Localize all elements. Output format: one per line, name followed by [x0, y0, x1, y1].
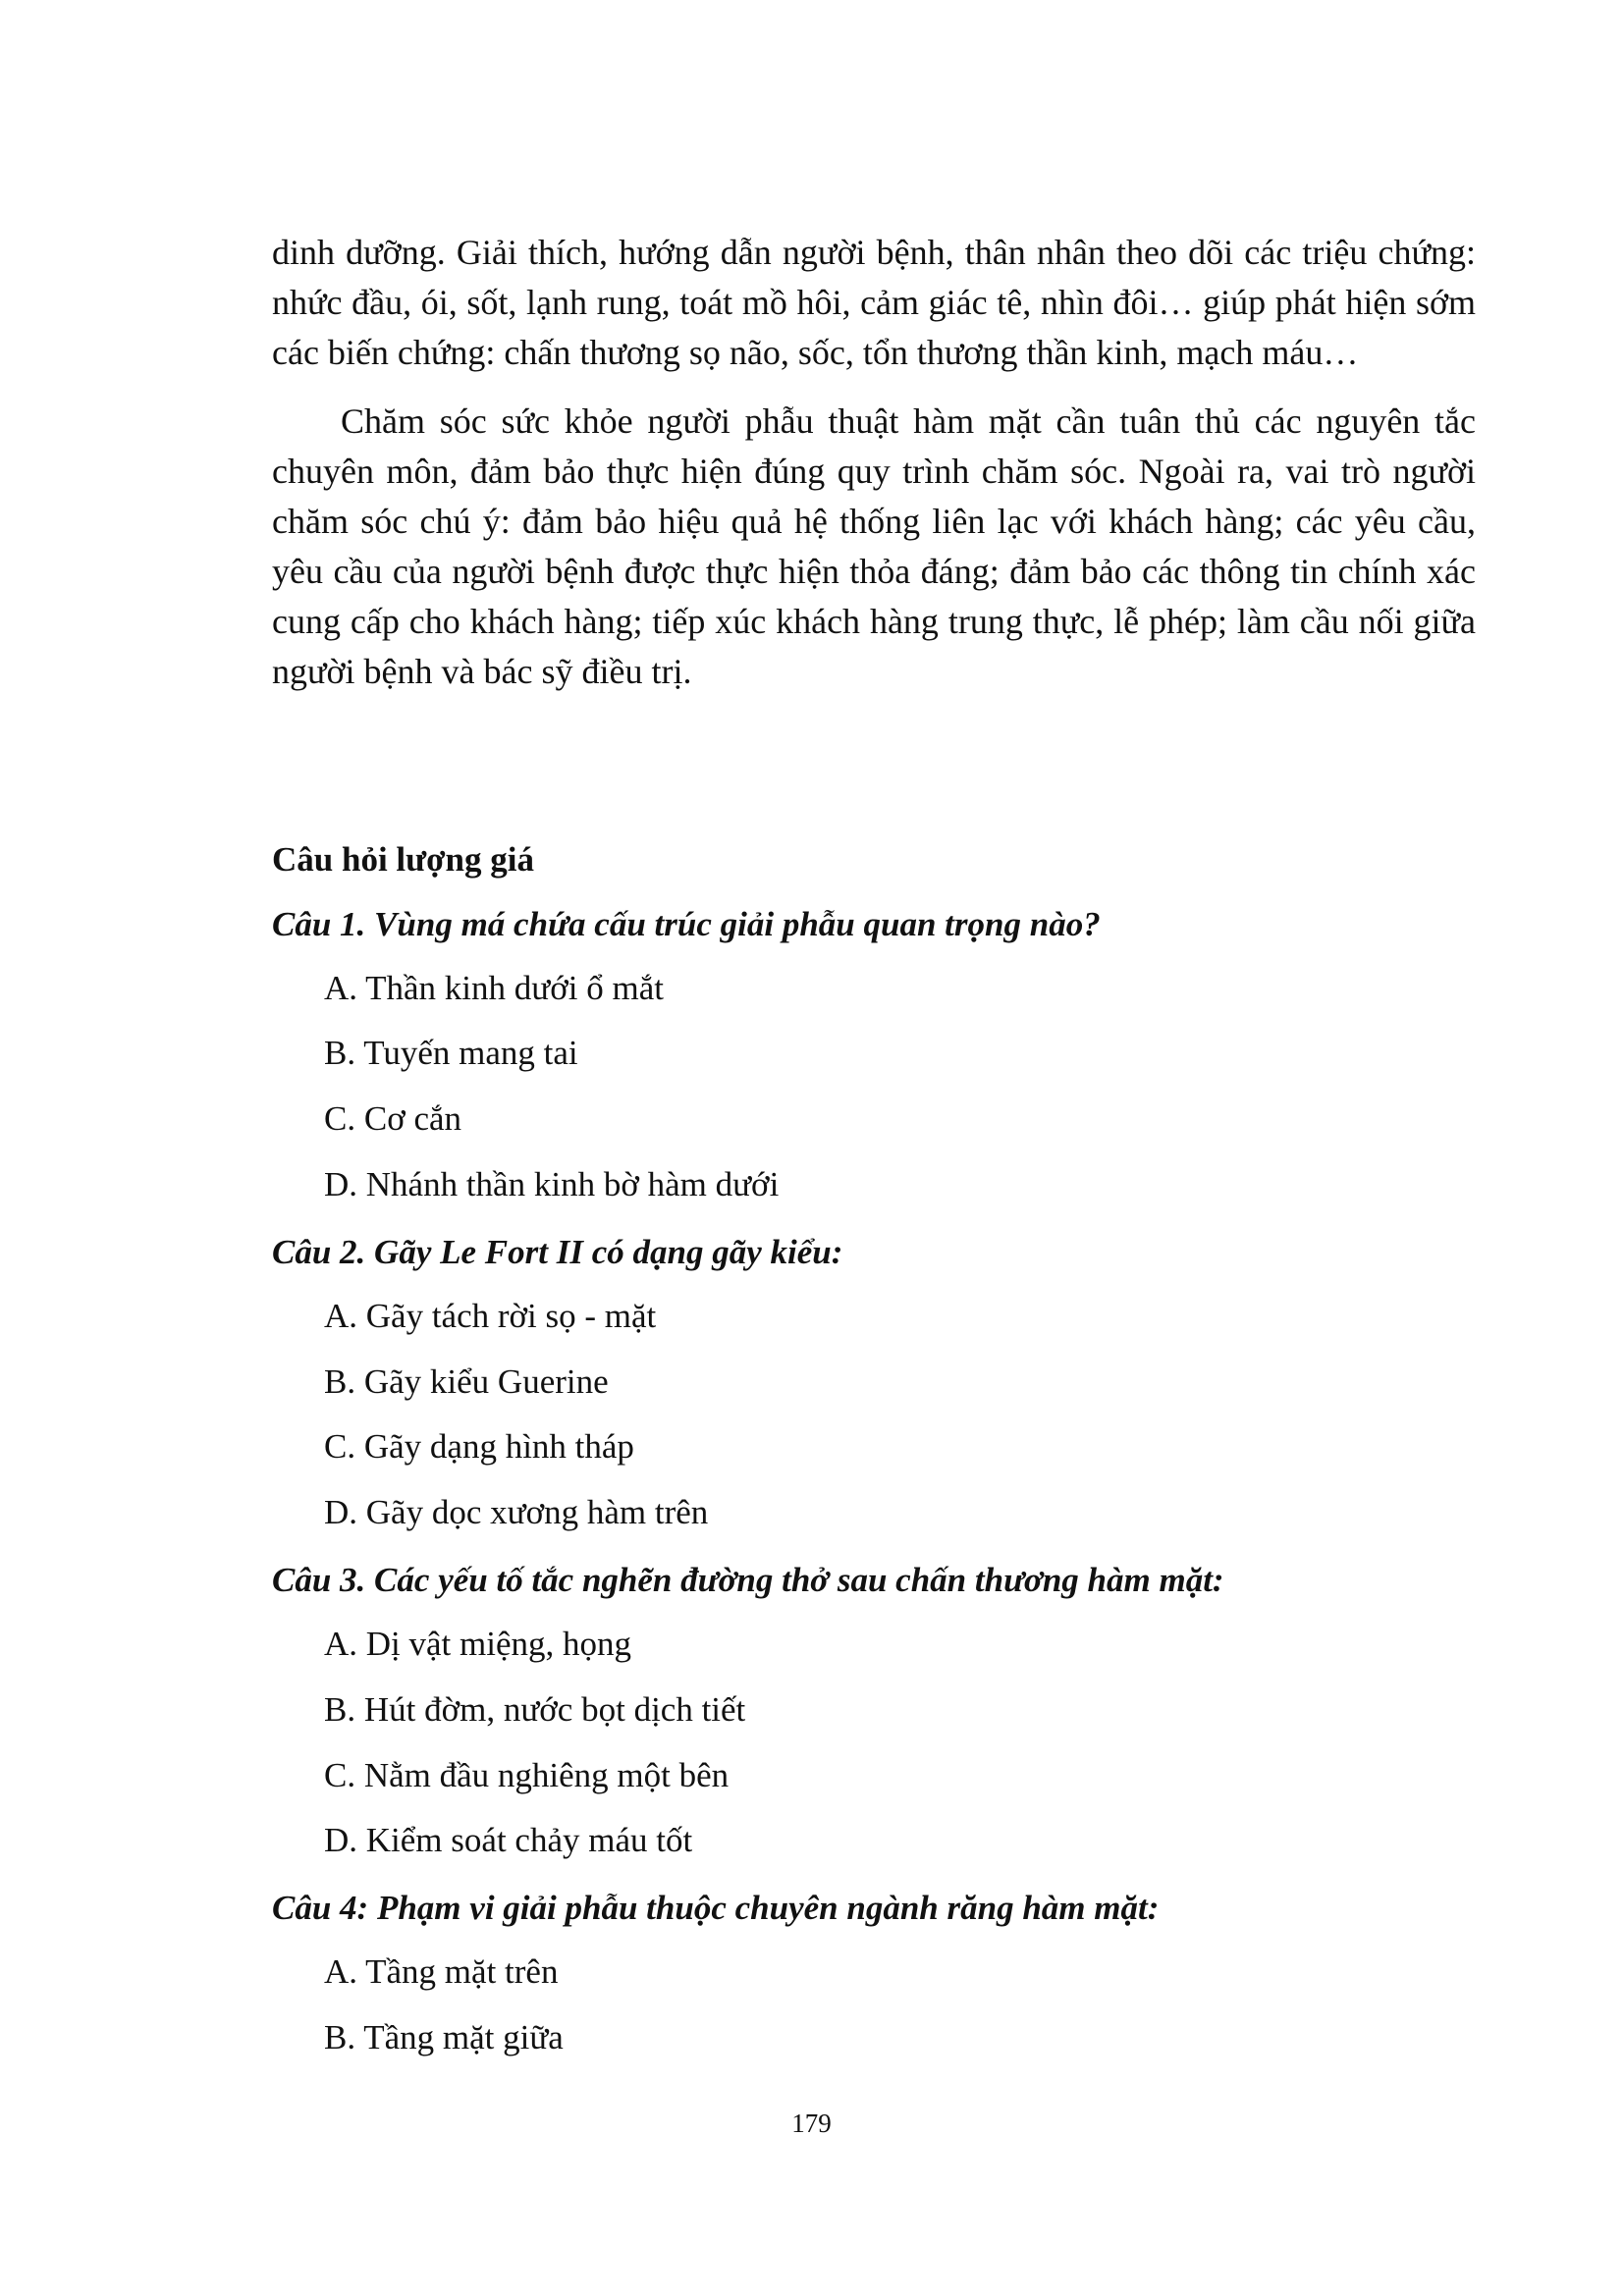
question-1-option-c: C. Cơ cắn — [324, 1099, 462, 1138]
question-2-option-b: B. Gãy kiểu Guerine — [324, 1362, 609, 1401]
section-title: Câu hỏi lượng giá — [272, 840, 534, 879]
page-number: 179 — [791, 2109, 832, 2138]
question-4-option-b: B. Tầng mặt giữa — [324, 2018, 564, 2056]
question-2-option-d: D. Gãy dọc xương hàm trên — [324, 1493, 709, 1531]
question-3-title: Câu 3. Các yếu tố tắc nghẽn đường thở sau chấn thương hàm mặt: — [272, 1561, 1224, 1599]
question-4-option-a: A. Tầng mặt trên — [324, 1952, 559, 1991]
question-2-option-c: C. Gãy dạng hình tháp — [324, 1427, 634, 1466]
question-3-option-a: A. Dị vật miệng, họng — [324, 1625, 632, 1663]
question-2-title: Câu 2. Gãy Le Fort II có dạng gãy kiểu: — [272, 1233, 843, 1271]
question-1-option-a: A. Thần kinh dưới ổ mắt — [324, 969, 664, 1007]
question-4-title: Câu 4: Phạm vi giải phẫu thuộc chuyên ngành răng hàm mặt: — [272, 1889, 1160, 1927]
question-3-option-b: B. Hút đờm, nước bọt dịch tiết — [324, 1690, 746, 1729]
question-3-option-d: D. Kiểm soát chảy máu tốt — [324, 1821, 693, 1859]
body-paragraph: Chăm sóc sức khỏe người phẫu thuật hàm mặt cần tuân thủ các nguyên tắc chuyên môn, đảm bảo thực hiện đúng quy trình chăm sóc. Ngoài ra, vai trò người chăm sóc chú ý: đảm bảo hiệu quả hệ thống liên lạc với khách hàng; các yêu cầu, yêu cầu của người bệnh được thực hiện thỏa đáng; đảm bảo các thông tin chính xác cung cấp cho khách hàng; tiếp xúc khách hàng trung thực, lễ phép; làm cầu nối giữa người bệnh và bác sỹ điều trị. — [272, 401, 1476, 691]
question-1-title: Câu 1. Vùng má chứa cấu trúc giải phẫu quan trọng nào? — [272, 905, 1101, 943]
body-paragraph: dinh dưỡng. Giải thích, hướng dẫn người bệnh, thân nhân theo dõi các triệu chứng: nhức đầu, ói, sốt, lạnh rung, toát mồ hôi, cảm giác tê, nhìn đôi… giúp phát hiện sớm các biến chứng: chấn thương sọ não, sốc, tổn thương thần kinh, mạch máu… — [272, 233, 1476, 372]
question-1-option-b: B. Tuyến mang tai — [324, 1034, 578, 1072]
question-2-option-a: A. Gãy tách rời sọ - mặt — [324, 1297, 657, 1335]
question-3-option-c: C. Nằm đầu nghiêng một bên — [324, 1756, 730, 1794]
question-1-option-d: D. Nhánh thần kinh bờ hàm dưới — [324, 1165, 780, 1203]
